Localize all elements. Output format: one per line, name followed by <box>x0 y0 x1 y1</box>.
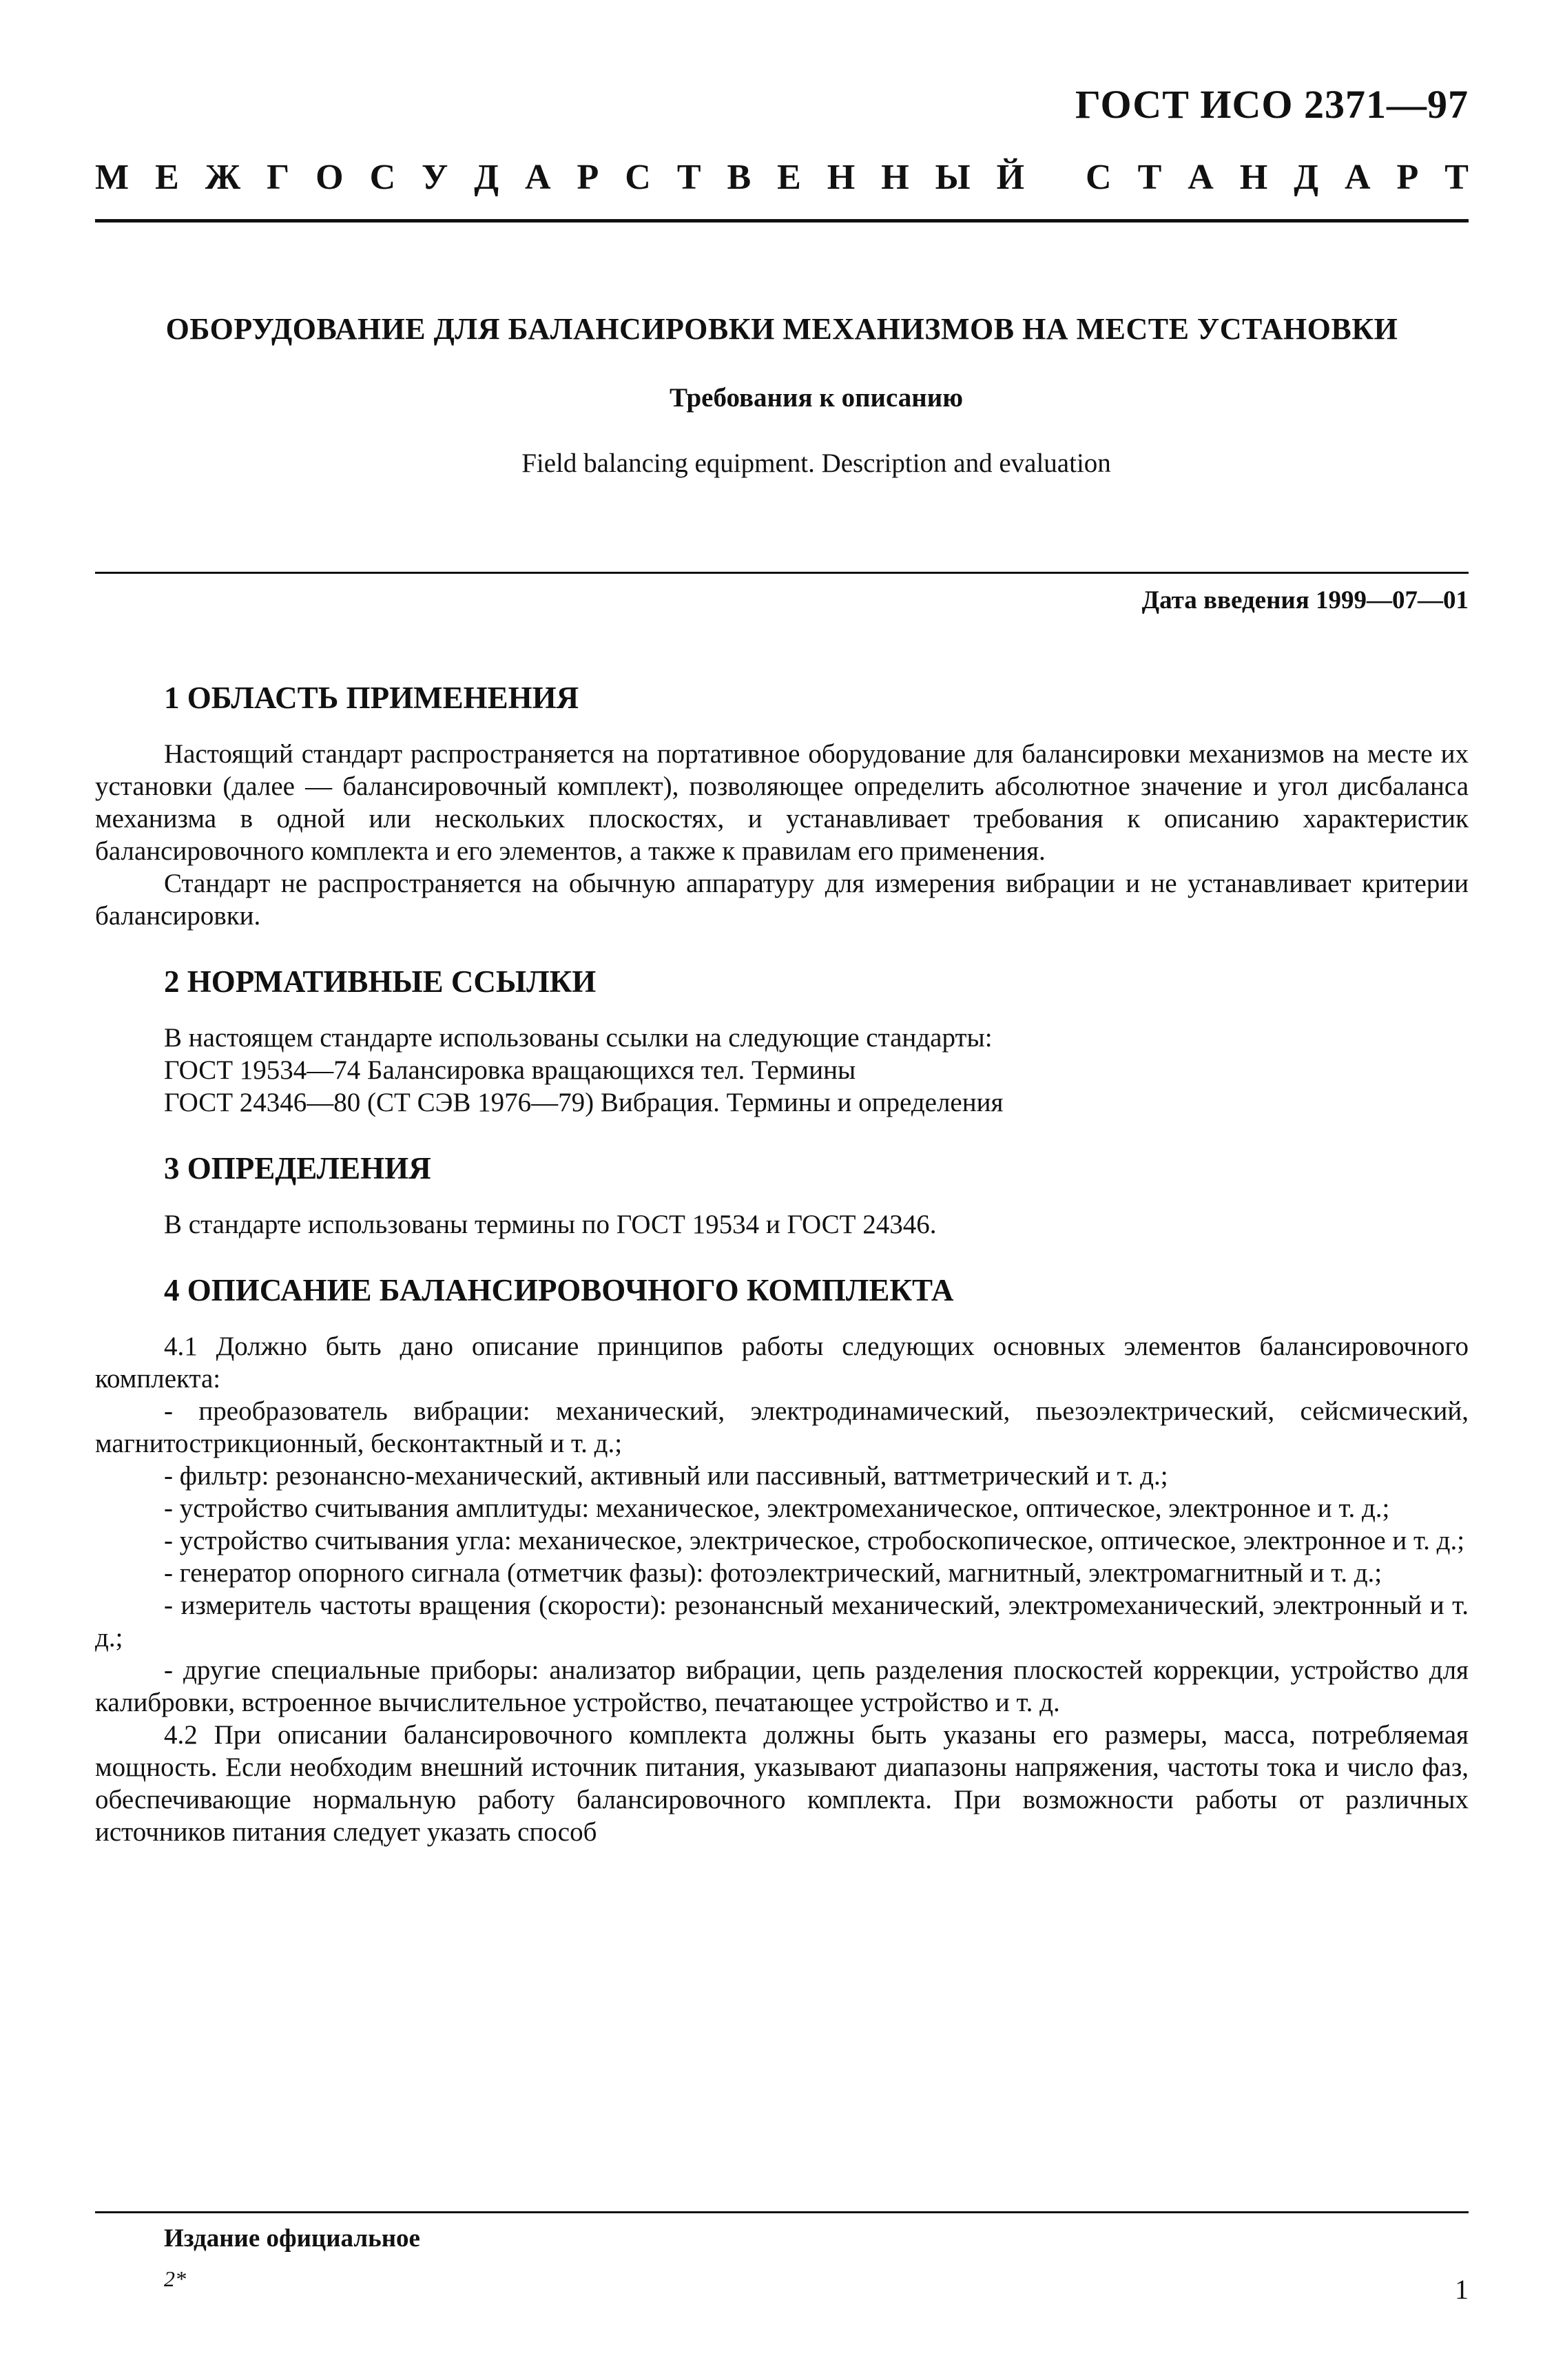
standard-type-letter: Д <box>474 158 499 197</box>
reference-item: ГОСТ 19534—74 Балансировка вращающихся тел. Термины <box>164 1055 856 1085</box>
document-title: ОБОРУДОВАНИЕ ДЛЯ БАЛАНСИРОВКИ МЕХАНИЗМОВ НА МЕСТЕ УСТАНОВКИ <box>165 312 1398 346</box>
standard-type-letter: Р <box>577 158 599 197</box>
standard-type-heading <box>95 157 1469 198</box>
english-title: Field balancing equipment. Description and evaluation <box>521 448 1111 478</box>
document-body <box>95 679 1469 1879</box>
introduction-date: Дата введения 1999—07—01 <box>1141 586 1469 614</box>
reference-item: ГОСТ 24346—80 (СТ СЭВ 1976—79) Вибрация. Термины и определения <box>164 1088 1004 1117</box>
list-item: - преобразователь вибрации: механический, электродинамический, пьезоэлектрический, сейсмический, магнитострикционный, бесконтактный и т. д.; <box>95 1396 1469 1458</box>
standard-type-letter: Т <box>1444 158 1469 197</box>
section-heading: 3 ОПРЕДЕЛЕНИЯ <box>164 1151 431 1186</box>
standard-type-letter: А <box>1188 158 1214 197</box>
standard-type-letter: Т <box>676 158 701 197</box>
standard-type-letter: Ж <box>205 158 241 197</box>
sheet-mark: 2* <box>164 2266 186 2291</box>
section-3 <box>95 1149 1469 1241</box>
paragraph: 4.1 Должно быть дано описание принципов работы следующих основных элементов балансировочного комплекта: <box>95 1332 1469 1394</box>
standard-type-letter: Ы <box>935 158 971 197</box>
standard-type-letter <box>1050 157 1059 198</box>
paragraph: Стандарт не распространяется на обычную аппаратуру для измерения вибрации и не устанавливает критерии балансировки. <box>95 869 1469 931</box>
standard-type-letter: Й <box>996 158 1025 197</box>
document-number: ГОСТ ИСО 2371—97 <box>1075 82 1469 127</box>
standard-type-letter: У <box>422 158 448 197</box>
standard-type-letter: О <box>315 158 344 197</box>
section-4 <box>95 1271 1469 1848</box>
standard-type-letter: А <box>1344 158 1371 197</box>
standard-type-letter: Е <box>777 158 801 197</box>
standard-type-letter: М <box>95 158 130 197</box>
footer-rule <box>95 2211 1469 2213</box>
standard-type-letter: Т <box>1137 158 1162 197</box>
list-item: - устройство считывания угла: механическое, электрическое, стробоскопическое, оптическое, электронное и т. д.; <box>164 1526 1465 1555</box>
page-number: 1 <box>1455 2274 1469 2305</box>
standard-type-letter: А <box>525 158 551 197</box>
list-item: - фильтр: резонансно-механический, активный или пассивный, ваттметрический и т. д.; <box>164 1461 1168 1491</box>
title-rule <box>95 572 1469 574</box>
paragraph: В стандарте использованы термины по ГОСТ 19534 и ГОСТ 24346. <box>164 1210 937 1239</box>
standard-type-letter: Д <box>1294 158 1318 197</box>
standard-type-letter: С <box>369 158 396 197</box>
standard-type-letter: Н <box>1239 158 1268 197</box>
section-heading: 1 ОБЛАСТЬ ПРИМЕНЕНИЯ <box>164 681 579 715</box>
standard-type-letter: В <box>727 158 752 197</box>
standard-type-letter: Р <box>1396 158 1419 197</box>
edition-label: Издание официальное <box>164 2224 420 2253</box>
section-1 <box>95 679 1469 932</box>
paragraph: В настоящем стандарте использованы ссылки на следующие стандарты: <box>164 1023 993 1053</box>
list-item: - измеритель частоты вращения (скорости): резонансный механический, электромеханический, электронный и т. д.; <box>95 1591 1469 1653</box>
standard-type-letter: С <box>1086 158 1112 197</box>
list-item: - другие специальные приборы: анализатор вибрации, цепь разделения плоскостей коррекции, устройство для калибровки, встроенное вычислительное устройство, печатающее устройство и т. д. <box>95 1655 1469 1717</box>
standard-type-letter: Е <box>155 158 179 197</box>
section-2 <box>95 962 1469 1119</box>
document-subtitle: Требования к описанию <box>669 383 964 413</box>
list-item: - генератор опорного сигнала (отметчик фазы): фотоэлектрический, магнитный, электромагнитный и т. д.; <box>164 1558 1382 1588</box>
section-heading: 2 НОРМАТИВНЫЕ ССЫЛКИ <box>164 964 597 999</box>
paragraph: Настоящий стандарт распространяется на портативное оборудование для балансировки механизмов на месте их установки (далее — балансировочный комплект), позволяющее определить абсолютное значение и угол дисбаланса механизма в одной или нескольких плоскостях, и устанавливает требования к описанию характеристик балансировочного комплекта и его элементов, а также к правилам его применения. <box>95 739 1469 866</box>
standard-type-letter: Н <box>827 158 856 197</box>
standard-type-letter: С <box>625 158 651 197</box>
section-heading: 4 ОПИСАНИЕ БАЛАНСИРОВОЧНОГО КОМПЛЕКТА <box>164 1273 954 1307</box>
standard-type-letter: Г <box>267 158 290 197</box>
standard-type-letter: Н <box>881 158 909 197</box>
list-item: - устройство считывания амплитуды: механическое, электромеханическое, оптическое, электронное и т. д.; <box>164 1493 1390 1523</box>
header-rule <box>95 219 1469 223</box>
paragraph: 4.2 При описании балансировочного комплекта должны быть указаны его размеры, масса, потребляемая мощность. Если необходим внешний источник питания, указывают диапазоны напряжения, частоты тока и число фаз, обеспечивающие нормальную работу балансировочного комплекта. При возможности работы от различных источников питания следует указать способ <box>95 1720 1469 1847</box>
